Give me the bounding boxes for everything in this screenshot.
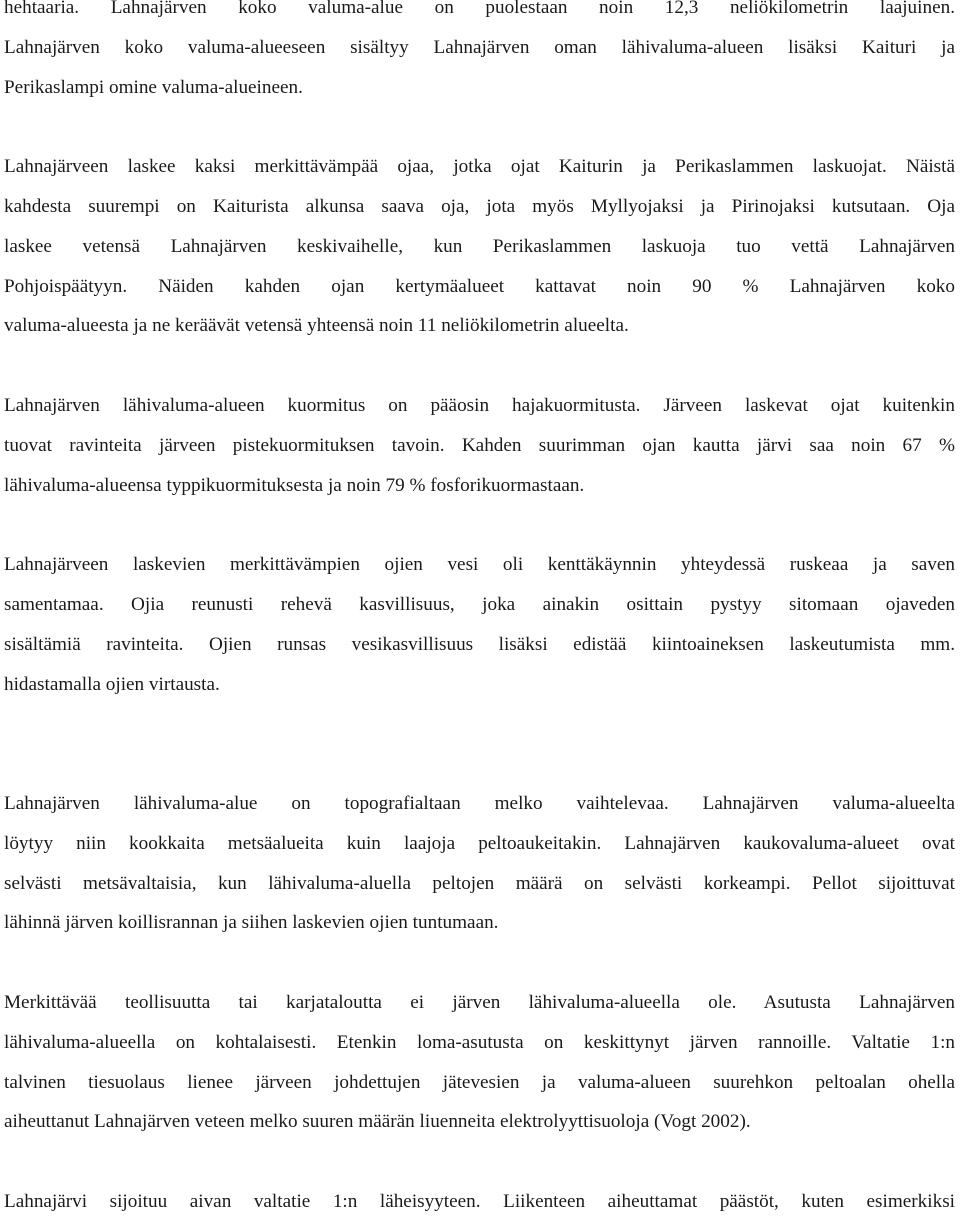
text-line: aiheuttanut Lahnajärven veteen melko suuren määrän liuenneita elektrolyyttisuoloja (Vogt 2002). [4,1111,751,1133]
text-line: valuma-alueesta ja ne keräävät vetensä yhteensä noin 11 neliökilometrin alueelta. [4,315,629,337]
paragraph-spacer [4,943,955,983]
text-line: hidastamalla ojien virtausta. [4,673,220,695]
paragraph-spacer [4,704,955,784]
text-line: selvästi metsävaltaisia, kun lähivaluma-aluella peltojen määrä on selvästi korkeampi. Pellot sijoittuvat [4,872,955,894]
paragraph-spacer [4,1142,955,1182]
text-line: sisältämiä ravinteita. Ojien runsas vesikasvillisuus lisäksi edistää kiintoaineksen laskeutumista mm. [4,633,955,655]
paragraph-topography [4,784,955,943]
text-line: talvinen tiesuolaus lienee järveen johdettujen jätevesien ja valuma-alueen suurehkon peltoalan ohella [4,1071,955,1093]
paragraph-loading [4,386,955,505]
paragraph-spacer [4,505,955,545]
text-line: Lahnajärvi sijoituu aivan valtatie 1:n läheisyyteen. Liikenteen aiheuttamat päästöt, kuten esimerkiksi [4,1190,955,1212]
paragraph-highway [4,1182,955,1222]
paragraph-spacer [4,346,955,386]
text-line: Lahnajärven lähivaluma-alueen kuormitus on pääosin hajakuormitusta. Järveen laskevat ojat kuitenkin [4,394,955,416]
document-page [4,0,955,1222]
text-line: löytyy niin kookkaita metsäalueita kuin laajoja peltoaukeitakin. Lahnajärven kaukovaluma-alueet ovat [4,832,955,854]
text-line: lähivaluma-alueella on kohtalaisesti. Etenkin loma-asutusta on keskittynyt järven rannoille. Valtatie 1:n [4,1031,955,1053]
text-line: Merkittävää teollisuutta tai karjataloutta ei järven lähivaluma-alueella ole. Asutusta Lahnajärven [4,991,955,1013]
paragraph-ditches [4,147,955,346]
text-line: Pohjoispäätyyn. Näiden kahden ojan kertymäalueet kattavat noin 90 % Lahnajärven koko [4,275,955,297]
text-line: hehtaaria. Lahnajärven koko valuma-alue on puolestaan noin 12,3 neliökilometrin laajuinen. [4,0,955,18]
text-line: samentamaa. Ojia reunusti rehevä kasvillisuus, joka ainakin osittain pystyy sitomaan ojaveden [4,593,955,615]
text-line: Perikaslampi omine valuma-alueineen. [4,76,303,98]
text-line: tuovat ravinteita järveen pistekuormituksen tavoin. Kahden suurimman ojan kautta järvi saa noin 67 % [4,434,955,456]
text-line: lähinnä järven koillisrannan ja siihen laskevien ojien tuntumaan. [4,912,499,934]
text-line: Lahnajärven lähivaluma-alue on topografialtaan melko vaihtelevaa. Lahnajärven valuma-alueelta [4,792,955,814]
text-line: Lahnajärveen laskee kaksi merkittävämpää ojaa, jotka ojat Kaiturin ja Perikaslammen laskuojat. Näistä [4,156,955,178]
text-line: Lahnajärven koko valuma-alueeseen sisältyy Lahnajärven oman lähivaluma-alueen lisäksi Kaituri ja [4,36,955,58]
text-line: Lahnajärveen laskevien merkittävämpien ojien vesi oli kenttäkäynnin yhteydessä ruskeaa ja saven [4,554,955,576]
paragraph-ditch-water [4,545,955,704]
text-line: kahdesta suurempi on Kaiturista alkunsa saava oja, jota myös Myllyojaksi ja Pirinojaksi kutsutaan. Oja [4,195,955,217]
paragraph-catchment-area [4,0,955,107]
text-line: laskee vetensä Lahnajärven keskivaihelle, kun Perikaslammen laskuoja tuo vettä Lahnajärven [4,235,955,257]
text-line: lähivaluma-alueensa typpikuormituksesta ja noin 79 % fosforikuormastaan. [4,474,585,496]
paragraph-settlement [4,983,955,1142]
paragraph-spacer [4,107,955,147]
